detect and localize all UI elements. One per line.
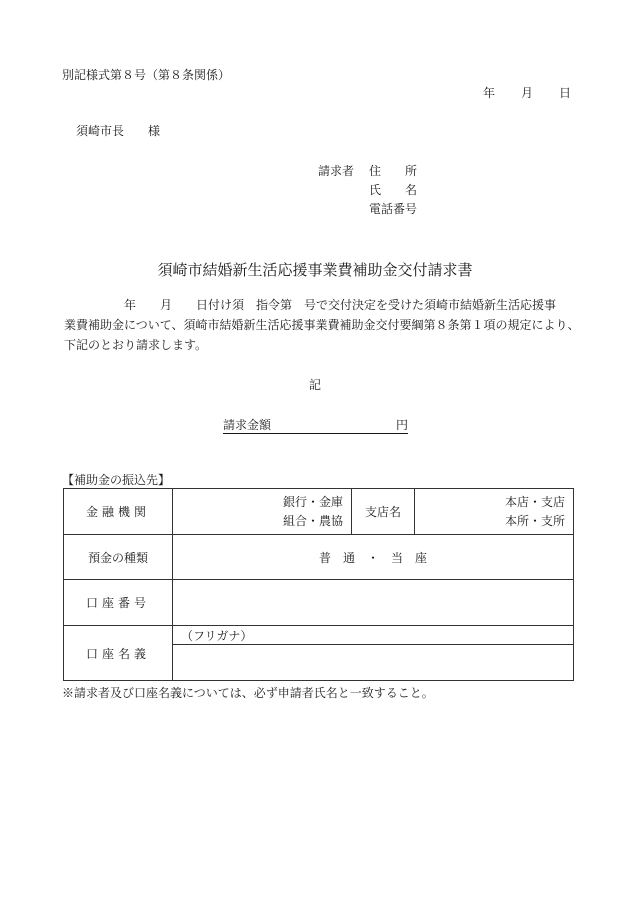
institution-types-1: 銀行・金庫 [282,494,343,509]
ki-marker: 記 [308,378,321,392]
request-amount [223,416,408,434]
deposit-label: 預金の種類 [64,535,173,580]
branch-types [415,489,574,535]
bank-transfer-table [63,488,574,681]
institution-label: 金融機関 [64,489,173,535]
account-name-label: 口座名義 [64,626,173,681]
deposit-options: 普 通 ・ 当 座 [173,535,574,580]
branch-label: 支店名 [352,489,415,535]
body-line-1: 年 月 日付け須 指令第 号で交付決定を受けた須崎市結婚新生活応援事 [124,298,557,312]
institution-types-2: 組合・農協 [282,513,343,528]
phone-label: 電話番号 [369,202,418,216]
bank-heading: 【補助金の振込先】 [62,473,171,487]
addressee: 須崎市長 様 [76,124,161,138]
amount-unit: 円 [396,418,409,432]
account-name-field [173,645,574,681]
notice: ※請求者及び口座名義については、必ず申請者氏名と一致すること。 [62,686,434,700]
account-number-label: 口座番号 [64,580,173,626]
document-title: 須崎市結婚新生活応援事業費補助金交付請求書 [157,261,473,279]
date-month: 月 [521,86,534,100]
applicant-block [318,162,429,219]
date-day: 日 [559,86,572,100]
body-text [64,295,584,355]
address-label: 住 所 [369,164,418,178]
institution-types [173,489,352,535]
furigana-field: （フリガナ） [173,626,574,645]
applicant-label: 請求者 [318,164,355,178]
date-line [483,84,571,101]
body-rest: 業費補助金について、須崎市結婚新生活応援事業費補助金交付要綱第８条第１項の規定により、下記のとおり請求します。 [64,318,580,352]
date-year: 年 [483,86,496,100]
account-number-field [173,580,574,626]
branch-types-1: 本店・支店 [504,494,565,509]
amount-label: 請求金額 [223,418,272,432]
branch-types-2: 本所・支所 [504,513,565,528]
form-number: 別記様式第８号（第８条関係） [62,68,231,82]
name-label: 氏 名 [369,183,418,197]
